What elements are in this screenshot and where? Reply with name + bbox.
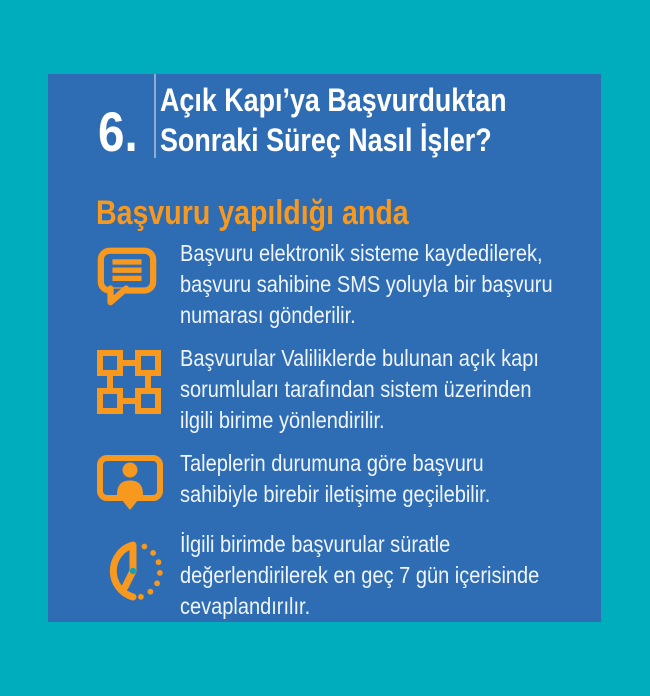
step-text-line: sahibiyle birebir iletişime geçilebilir. xyxy=(180,481,491,507)
person-contact-icon xyxy=(96,454,166,517)
section-number: 6. xyxy=(98,100,138,163)
section-heading: Başvuru yapıldığı anda xyxy=(96,194,409,232)
page-title-line2: Sonraki Süreç Nasıl İşler? xyxy=(160,122,492,158)
step-text-line: değerlendirilerek en geç 7 gün içerisinde xyxy=(180,562,540,588)
step-text-line: İlgili birimde başvurular süratle xyxy=(180,531,451,557)
list-item xyxy=(96,448,608,517)
step-text-line: Başvurular Valiliklerde bulunan açık kapı xyxy=(180,345,539,371)
list-item xyxy=(96,238,608,331)
step-text-line: başvuru sahibine SMS yoluyla bir başvuru xyxy=(180,271,553,297)
clock-icon xyxy=(96,535,166,612)
list-item xyxy=(96,529,608,622)
steps-list xyxy=(96,238,608,622)
network-routing-icon xyxy=(96,349,166,420)
step-text-line: ilgili birime yönlendirilir. xyxy=(180,407,385,433)
step-text-line: Başvuru elektronik sisteme kaydedilerek, xyxy=(180,240,543,266)
info-card xyxy=(48,74,601,622)
list-item xyxy=(96,343,608,436)
step-text xyxy=(180,343,539,436)
step-text-line: numarası gönderilir. xyxy=(180,302,356,328)
step-text xyxy=(180,238,553,331)
chat-message-icon xyxy=(96,244,166,311)
step-text-line: Taleplerin durumuna göre başvuru xyxy=(180,450,484,476)
page-title xyxy=(160,80,507,160)
step-text xyxy=(180,529,539,622)
page-title-line1: Açık Kapı’ya Başvurduktan xyxy=(160,82,507,118)
step-text-line: sorumluları tarafından sistem üzerinden xyxy=(180,376,532,402)
step-text-line: cevaplandırılır. xyxy=(180,593,311,619)
step-text xyxy=(180,448,490,510)
header-divider xyxy=(154,74,156,158)
